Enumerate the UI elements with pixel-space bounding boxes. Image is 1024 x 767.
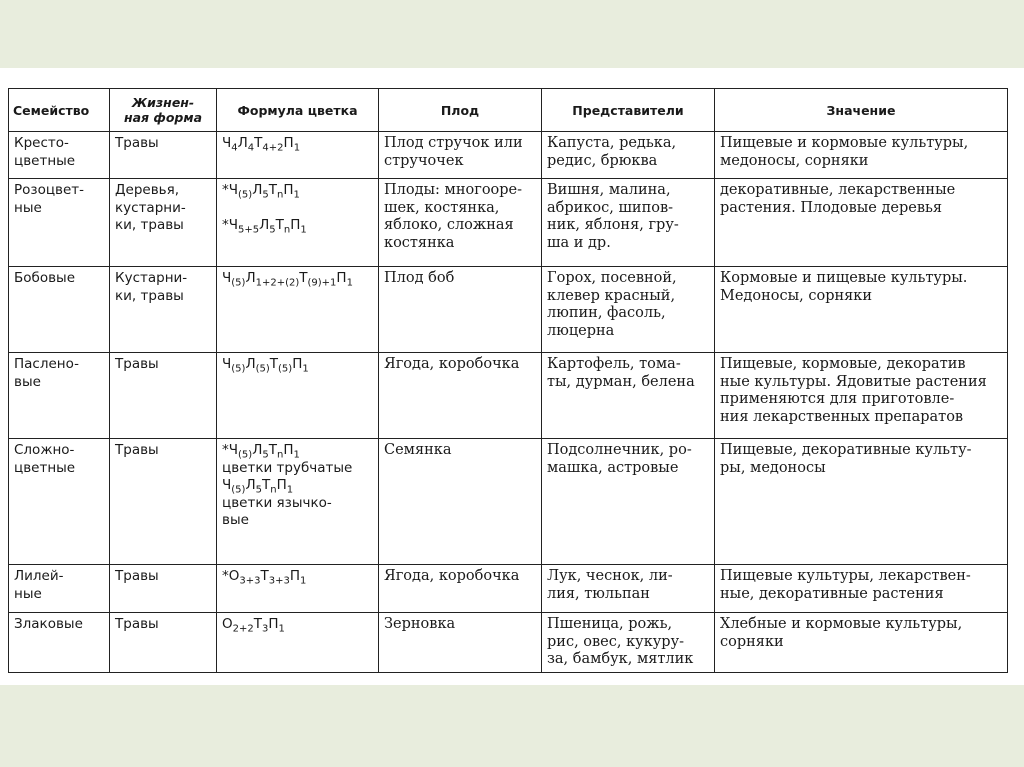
plant-families-table bbox=[8, 88, 1008, 673]
importance-cell: декоративные, лекарственные растения. Плодовые деревья bbox=[715, 179, 1008, 267]
family-cell: Сложно- цветные bbox=[9, 439, 110, 565]
header-flower-formula: Формула цветка bbox=[217, 89, 379, 132]
importance-cell: Кормовые и пищевые культуры. Медоносы, сорняки bbox=[715, 267, 1008, 353]
fruit-cell: Семянка bbox=[379, 439, 542, 565]
flower-formula-cell: $*Ч_{(5)}Л_5Т_nП_1$ цветки трубчатые $Ч_{(5)}Л_5Т_nП_1$ цветки язычко- вые bbox=[217, 439, 379, 565]
header-fruit: Плод bbox=[379, 89, 542, 132]
life-form-cell: Травы bbox=[110, 439, 217, 565]
table-row bbox=[9, 267, 1008, 353]
flower-formula-cell: $Ч_4Л_4Т_{4+2}П_1$ bbox=[217, 132, 379, 179]
importance-cell: Пищевые, кормовые, декоратив ные культуры. Ядовитые растения применяются для приготовле- ния лекарственных препаратов bbox=[715, 353, 1008, 439]
family-cell: Злаковые bbox=[9, 613, 110, 673]
header-importance: Значение bbox=[715, 89, 1008, 132]
family-cell: Бобовые bbox=[9, 267, 110, 353]
family-cell: Лилей- ные bbox=[9, 565, 110, 613]
table-row bbox=[9, 439, 1008, 565]
fruit-cell: Зерновка bbox=[379, 613, 542, 673]
importance-cell: Пищевые и кормовые культуры, медоносы, сорняки bbox=[715, 132, 1008, 179]
table-row bbox=[9, 132, 1008, 179]
fruit-cell: Плоды: многоорe- шек, костянка, яблоко, сложная костянка bbox=[379, 179, 542, 267]
fruit-cell: Плод стручок или стручочек bbox=[379, 132, 542, 179]
life-form-cell: Деревья, кустарни- ки, травы bbox=[110, 179, 217, 267]
header-representatives: Представители bbox=[542, 89, 715, 132]
table-row bbox=[9, 613, 1008, 673]
fruit-cell: Ягода, коробочка bbox=[379, 565, 542, 613]
representatives-cell: Капуста, редька, редис, брюква bbox=[542, 132, 715, 179]
flower-formula-cell: $Ч_{(5)}Л_{(5)}Т_{(5)}П_1$ bbox=[217, 353, 379, 439]
flower-formula-cell: $Ч_{(5)}Л_{1+2+(2)}Т_{(9)+1}П_1$ bbox=[217, 267, 379, 353]
family-cell: Розоцвет- ные bbox=[9, 179, 110, 267]
family-cell: Пасленo- вые bbox=[9, 353, 110, 439]
fruit-cell: Ягода, коробочка bbox=[379, 353, 542, 439]
representatives-cell: Лук, чеснок, ли- лия, тюльпан bbox=[542, 565, 715, 613]
importance-cell: Хлебные и кормовые культуры, сорняки bbox=[715, 613, 1008, 673]
importance-cell: Пищевые культуры, лекарствен- ные, декоративные растения bbox=[715, 565, 1008, 613]
flower-formula-cell: $О_{2+2}Т_3П_1$ bbox=[217, 613, 379, 673]
table-row bbox=[9, 565, 1008, 613]
importance-cell: Пищевые, декоративные культу- ры, медоносы bbox=[715, 439, 1008, 565]
life-form-cell: Травы bbox=[110, 132, 217, 179]
representatives-cell: Подсолнечник, ро- машка, астровые bbox=[542, 439, 715, 565]
representatives-cell: Пшеница, рожь, рис, овес, кукуру- за, бамбук, мятлик bbox=[542, 613, 715, 673]
flower-formula-cell: $*Ч_{(5)}Л_5Т_nП_1$ $*Ч_{5+5}Л_5Т_nП_1$ bbox=[217, 179, 379, 267]
table-row bbox=[9, 353, 1008, 439]
representatives-cell: Картофель, тома- ты, дурман, белена bbox=[542, 353, 715, 439]
table-header-row bbox=[9, 89, 1008, 132]
life-form-cell: Кустарни- ки, травы bbox=[110, 267, 217, 353]
slide-area bbox=[0, 68, 1024, 685]
life-form-cell: Травы bbox=[110, 353, 217, 439]
header-life-form: Жизнен- ная форма bbox=[110, 89, 217, 132]
flower-formula-cell: $*О_{3+3}Т_{3+3}П_1$ bbox=[217, 565, 379, 613]
header-family: Семейство bbox=[9, 89, 110, 132]
table-row bbox=[9, 179, 1008, 267]
representatives-cell: Вишня, малина, абрикос, шипов- ник, яблоня, гру- ша и др. bbox=[542, 179, 715, 267]
fruit-cell: Плод боб bbox=[379, 267, 542, 353]
representatives-cell: Горох, посевной, клевер красный, люпин, фасоль, люцерна bbox=[542, 267, 715, 353]
family-cell: Кресто- цветные bbox=[9, 132, 110, 179]
life-form-cell: Травы bbox=[110, 565, 217, 613]
life-form-cell: Травы bbox=[110, 613, 217, 673]
